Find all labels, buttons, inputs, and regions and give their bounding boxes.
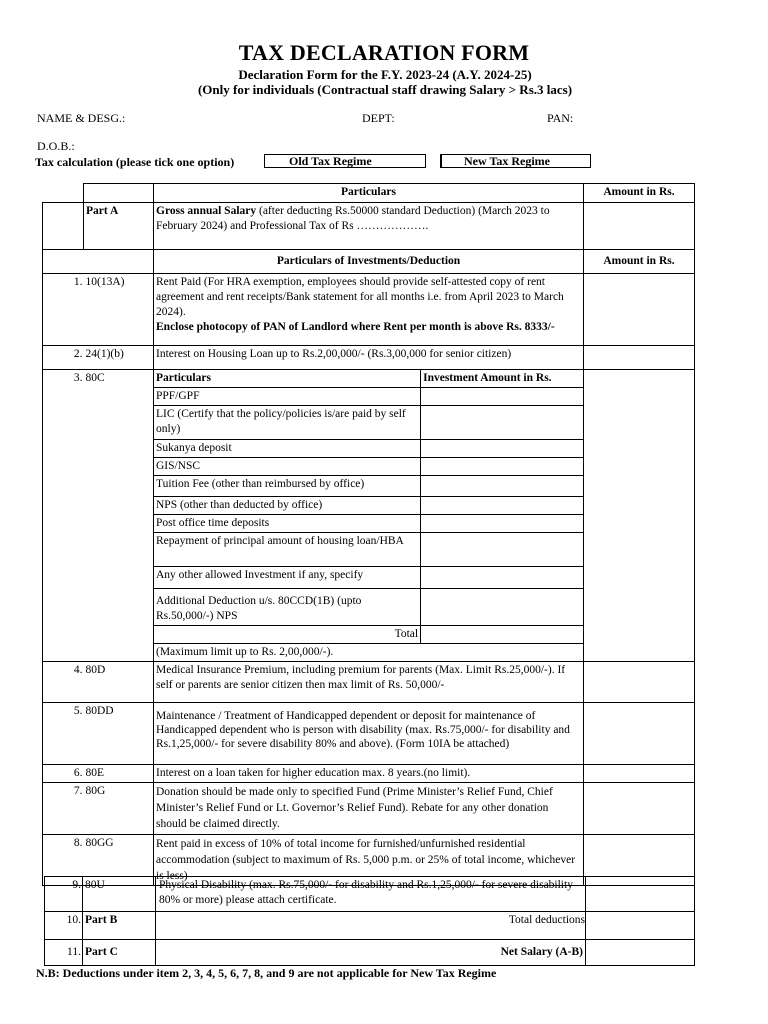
- row-number: 5.: [43, 703, 84, 765]
- 80c-amount[interactable]: [421, 567, 583, 589]
- part-a-label: Part A: [84, 203, 154, 250]
- 80c-item: Any other allowed Investment if any, specify: [154, 567, 421, 589]
- form-title: TAX DECLARATION FORM: [238, 40, 530, 65]
- 80c-total-amount[interactable]: [421, 626, 583, 644]
- amount-cell[interactable]: [584, 703, 695, 765]
- 80c-item: Additional Deduction u/s. 80CCD(1B) (upto Rs.50,000/-) NPS: [154, 589, 421, 626]
- old-tax-regime-checkbox[interactable]: [264, 154, 426, 168]
- section-code: 24(1)(b): [84, 346, 154, 370]
- row-number: 6.: [43, 765, 84, 783]
- amount-cell[interactable]: [584, 765, 695, 783]
- 80c-limit: (Maximum limit up to Rs. 2,00,000/-).: [154, 644, 583, 662]
- row-number: 4.: [43, 662, 84, 703]
- amount-cell[interactable]: [584, 274, 695, 346]
- form-subtitle-fy: Declaration Form for the F.Y. 2023-24 (A.Y. 2024-25): [238, 67, 532, 82]
- amount-cell[interactable]: [584, 783, 695, 835]
- total-deductions-label: Total deductions: [156, 912, 586, 940]
- 80c-item: Sukanya deposit: [154, 440, 421, 458]
- row-number: 9.: [45, 877, 83, 912]
- amount-cell[interactable]: [584, 370, 695, 662]
- row-number: 10.: [45, 912, 83, 940]
- col-amount: Amount in Rs.: [584, 184, 695, 203]
- old-tax-regime-label: Old Tax Regime: [289, 154, 372, 168]
- summary-table: [44, 876, 695, 966]
- section-code: 80E: [84, 765, 154, 783]
- new-tax-regime-checkbox[interactable]: [440, 154, 591, 168]
- amount-cell[interactable]: [584, 346, 695, 370]
- amount-cell[interactable]: [586, 877, 695, 912]
- row-text: Physical Disability (max. Rs.75,000/- for disability and Rs.1,25,000/- for severe disability 80% or more) please attach certificate.: [156, 877, 586, 912]
- 80c-amount[interactable]: [421, 458, 583, 476]
- row-text: Interest on a loan taken for higher education max. 8 years.(no limit).: [154, 765, 584, 783]
- 80c-total-label: Total: [154, 626, 421, 644]
- net-salary-label: Net Salary (A-B): [156, 940, 586, 966]
- row-text: Donation should be made only to specified Fund (Prime Minister’s Relief Fund, Chief Minister’s Relief Fund or Lt. Governor’s Relief Fund). Rebate for any other donation should be claimed directly.: [154, 783, 584, 835]
- 80c-item: Repayment of principal amount of housing loan/HBA: [154, 533, 421, 567]
- declaration-table: [42, 183, 695, 886]
- amount-cell[interactable]: [584, 662, 695, 703]
- section-code: 80DD: [84, 703, 154, 765]
- section-code: 80U: [83, 877, 156, 912]
- 80c-item: PPF/GPF: [154, 388, 421, 406]
- 80c-amount[interactable]: [421, 440, 583, 458]
- row-text: Medical Insurance Premium, including premium for parents (Max. Limit Rs.25,000/-). If self or parents are senior citizen then max limit of Rs. 50,000/-: [154, 662, 584, 703]
- dept-label: DEPT:: [362, 111, 395, 125]
- 80c-item: Tuition Fee (other than reimbursed by office): [154, 476, 421, 497]
- 80c-subtable: [154, 370, 583, 661]
- part-a-amount[interactable]: [584, 203, 695, 250]
- 80c-amount[interactable]: [421, 476, 583, 497]
- row-number: 2.: [43, 346, 84, 370]
- 80c-item: NPS (other than deducted by office): [154, 497, 421, 515]
- pan-label: PAN:: [547, 111, 574, 125]
- section-code: 80C: [84, 370, 154, 662]
- 80c-item: GIS/NSC: [154, 458, 421, 476]
- 80c-amount[interactable]: [421, 388, 583, 406]
- part-b-label: Part B: [83, 912, 156, 940]
- tax-calc-label: Tax calculation (please tick one option): [35, 155, 235, 169]
- row-number: 11.: [45, 940, 83, 966]
- part-a-bold: Gross annual Salary: [156, 205, 257, 217]
- 80c-amount[interactable]: [421, 497, 583, 515]
- inv-header: Particulars of Investments/Deduction: [154, 250, 584, 274]
- 80c-amount[interactable]: [421, 533, 583, 567]
- 80c-amount[interactable]: [421, 515, 583, 533]
- total-deductions-amount[interactable]: [586, 912, 695, 940]
- col-particulars: Particulars: [154, 184, 584, 203]
- row-text: Rent paid in excess of 10% of total income for furnished/unfurnished residential accommodation (subject to maximum of Rs. 5,000 p.m. or 25% of total income, whichever is less): [154, 835, 584, 886]
- 80c-item: Post office time deposits: [154, 515, 421, 533]
- row-number: 1.: [43, 274, 84, 346]
- 80c-col-particulars: Particulars: [154, 370, 421, 388]
- dob-label: D.O.B.:: [37, 139, 75, 153]
- form-subtitle-eligibility: (Only for individuals (Contractual staff drawing Salary > Rs.3 lacs): [197, 82, 573, 97]
- footnote: N.B: Deductions under item 2, 3, 4, 5, 6, 7, 8, and 9 are not applicable for New Tax Regime: [36, 966, 497, 980]
- part-a-text: (after deducting Rs.50000 standard Deduction) (March 2023 to February 2024) and Professional Tax of Rs ……………….: [156, 205, 550, 232]
- 80c-item: LIC (Certify that the policy/policies is/are paid by self only): [154, 406, 421, 440]
- row-number: 7.: [43, 783, 84, 835]
- section-code: 10(13A): [84, 274, 154, 346]
- row-number: 3.: [43, 370, 84, 662]
- row-number: 8.: [43, 835, 84, 886]
- name-desg-label: NAME & DESG.:: [37, 111, 126, 125]
- new-tax-regime-label: New Tax Regime: [464, 154, 550, 168]
- 80c-amount[interactable]: [421, 589, 583, 626]
- section-code: 80D: [84, 662, 154, 703]
- part-c-label: Part C: [83, 940, 156, 966]
- row-text: Interest on Housing Loan up to Rs.2,00,000/- (Rs.3,00,000 for senior citizen): [154, 346, 584, 370]
- 80c-col-investment: Investment Amount in Rs.: [421, 370, 583, 388]
- inv-amount-header: Amount in Rs.: [584, 250, 695, 274]
- 80c-amount[interactable]: [421, 406, 583, 440]
- row-text: Maintenance / Treatment of Handicapped dependent or deposit for maintenance of Handicapped dependent who is person with disability (max. Rs.75,000/- for disability and Rs.1,25,000/- for severe disability 80% and above). (Form 10IA be attached): [154, 703, 584, 765]
- section-code: 80G: [84, 783, 154, 835]
- row-text: Rent Paid (For HRA exemption, employees should provide self-attested copy of rent agreement and rent receipts/Bank statement for all months i.e. from April 2023 to March 2024).: [156, 276, 564, 318]
- row-note: Enclose photocopy of PAN of Landlord where Rent per month is above Rs. 8333/-: [156, 321, 555, 333]
- net-salary-amount[interactable]: [586, 940, 695, 966]
- section-code: 80GG: [84, 835, 154, 886]
